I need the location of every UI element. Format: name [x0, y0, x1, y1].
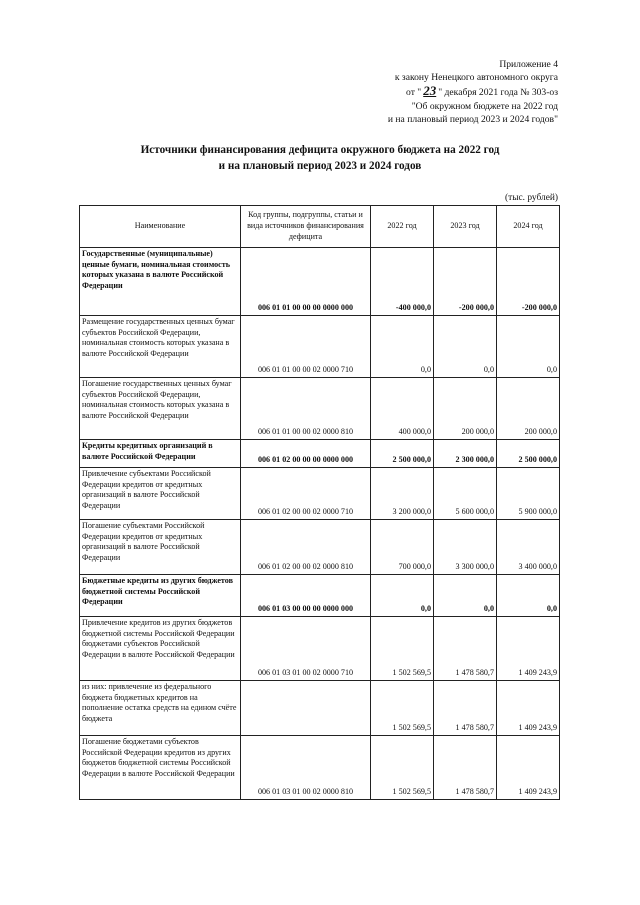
row-name: Погашение субъектами Российской Федерации кредитов от кредитных организаций в валюте Российской Федерации [80, 520, 241, 575]
row-code: 006 01 03 01 00 02 0000 710 [241, 617, 371, 681]
title-line-2: и на плановый период 2023 и 2024 годов [218, 160, 422, 172]
row-name: Погашение бюджетами субъектов Российской Федерации кредитов из других бюджетов бюджетной системы Российской Федерации в валюте Российской Федерации [80, 736, 241, 800]
table-row [80, 468, 560, 520]
row-code: 006 01 03 01 00 02 0000 810 [241, 736, 371, 800]
table-row [80, 681, 560, 736]
row-2022: -400 000,0 [371, 248, 434, 316]
row-name: Размещение государственных ценных бумаг субъектов Российской Федерации, номинальная стоимость которых указана в валюте Российской Федерации [80, 316, 241, 378]
row-2024: 5 900 000,0 [497, 468, 560, 520]
row-2023: 0,0 [434, 575, 497, 617]
table-row [80, 440, 560, 468]
table-row [80, 575, 560, 617]
row-name: из них: привлечение из федерального бюджета бюджетных кредитов на пополнение остатка средств на едином счёте бюджета [80, 681, 241, 736]
appendix-law-title-1: "Об окружном бюджете на 2022 год [411, 100, 558, 112]
row-2022: 0,0 [371, 575, 434, 617]
date-day-handwritten: 23 [423, 83, 437, 99]
row-2023: -200 000,0 [434, 248, 497, 316]
row-2024: 1 409 243,9 [497, 617, 560, 681]
row-2023: 1 478 580,7 [434, 736, 497, 800]
header-code: Код группы, подгруппы, статьи и вида источников финансирования дефицита [241, 206, 371, 248]
row-code [241, 681, 371, 736]
row-2024: 200 000,0 [497, 378, 560, 440]
row-2022: 1 502 569,5 [371, 736, 434, 800]
page-title [80, 142, 560, 174]
row-2023: 2 300 000,0 [434, 440, 497, 468]
table-header-row [80, 206, 560, 248]
row-name: Бюджетные кредиты из других бюджетов бюджетной системы Российской Федерации [80, 575, 241, 617]
row-code: 006 01 02 00 00 00 0000 000 [241, 440, 371, 468]
table-row [80, 316, 560, 378]
row-2022: 1 502 569,5 [371, 617, 434, 681]
row-2022: 2 500 000,0 [371, 440, 434, 468]
table-row [80, 378, 560, 440]
row-code: 006 01 01 00 00 02 0000 710 [241, 316, 371, 378]
row-2023: 200 000,0 [434, 378, 497, 440]
row-code: 006 01 01 00 00 00 0000 000 [241, 248, 371, 316]
row-2024: -200 000,0 [497, 248, 560, 316]
row-2023: 0,0 [434, 316, 497, 378]
table-row [80, 520, 560, 575]
row-name: Привлечение кредитов из других бюджетов бюджетной системы Российской Федерации бюджетами субъектов Российской Федерации в валюте Российской Федерации [80, 617, 241, 681]
appendix-date: от " 23 " декабря 2021 года № 303-оз [406, 83, 558, 99]
header-2024: 2024 год [497, 206, 560, 248]
header-2022: 2022 год [371, 206, 434, 248]
title-line-1: Источники финансирования дефицита окружного бюджета на 2022 год [140, 144, 500, 156]
row-2024: 2 500 000,0 [497, 440, 560, 468]
appendix-header [388, 58, 558, 126]
table-row [80, 617, 560, 681]
units-label: (тыс. рублей) [504, 193, 558, 203]
appendix-number: Приложение 4 [499, 59, 558, 70]
row-code: 006 01 01 00 00 02 0000 810 [241, 378, 371, 440]
row-name: Погашение государственных ценных бумаг субъектов Российской Федерации, номинальная стоимость которых указана в валюте Российской Федерации [80, 378, 241, 440]
table-row [80, 248, 560, 316]
row-2022: 700 000,0 [371, 520, 434, 575]
header-name: Наименование [80, 206, 241, 248]
row-name: Кредиты кредитных организаций в валюте Российской Федерации [80, 440, 241, 468]
row-2023: 5 600 000,0 [434, 468, 497, 520]
header-2023: 2023 год [434, 206, 497, 248]
row-name: Привлечение субъектами Российской Федерации кредитов от кредитных организаций в валюте Российской Федерации [80, 468, 241, 520]
row-2024: 3 400 000,0 [497, 520, 560, 575]
row-2023: 1 478 580,7 [434, 617, 497, 681]
row-2022: 0,0 [371, 316, 434, 378]
row-2024: 1 409 243,9 [497, 736, 560, 800]
row-2023: 1 478 580,7 [434, 681, 497, 736]
row-code: 006 01 03 00 00 00 0000 000 [241, 575, 371, 617]
row-2022: 1 502 569,5 [371, 681, 434, 736]
row-2022: 400 000,0 [371, 378, 434, 440]
row-2023: 3 300 000,0 [434, 520, 497, 575]
appendix-law-title-2: и на плановый период 2023 и 2024 годов" [387, 113, 558, 125]
table-row [80, 736, 560, 800]
financing-sources-table [79, 205, 560, 800]
row-code: 006 01 02 00 00 02 0000 810 [241, 520, 371, 575]
row-2024: 1 409 243,9 [497, 681, 560, 736]
row-code: 006 01 02 00 00 02 0000 710 [241, 468, 371, 520]
row-2024: 0,0 [497, 575, 560, 617]
row-name: Государственные (муниципальные) ценные бумаги, номинальная стоимость которых указана в валюте Российской Федерации [80, 248, 241, 316]
row-2022: 3 200 000,0 [371, 468, 434, 520]
appendix-law-ref: к закону Ненецкого автономного округа [394, 72, 558, 84]
row-2024: 0,0 [497, 316, 560, 378]
